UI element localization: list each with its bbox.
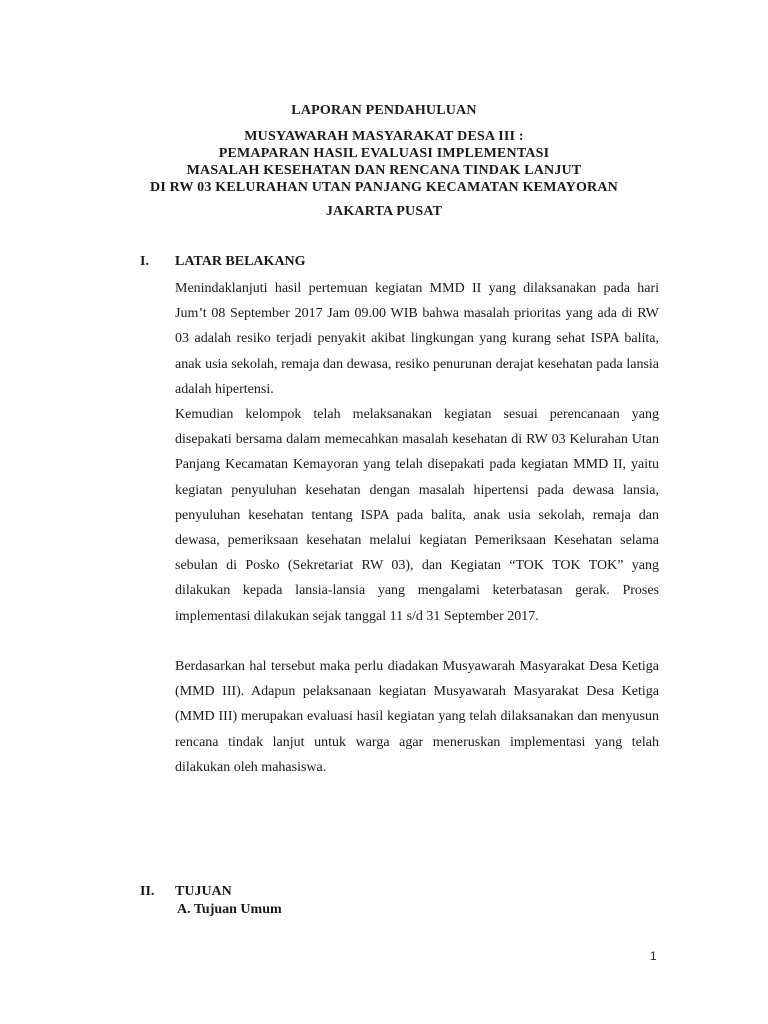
page-number: 1 — [650, 949, 657, 963]
section-heading: LATAR BELAKANG — [175, 254, 306, 269]
section-heading: TUJUAN — [175, 884, 232, 899]
section-number: I. — [140, 254, 149, 269]
title-line-2: MUSYAWARAH MASYARAKAT DESA III : — [244, 129, 524, 144]
paragraph-2: Kemudian kelompok telah melaksanakan kegiatan sesuai perencanaan yang disepakati bersama dalam memecahkan masalah kesehatan di RW 03 Kelurahan Utan Panjang Kecamatan Kemayoran yang telah disepakati pada kegiatan MMD II, yaitu kegiatan penyuluhan kesehatan dengan masalah hipertensi pada dewasa lansia, penyuluhan kesehatan tentang ISPA pada balita, anak usia sekolah, remaja dan dewasa, pemeriksaan kesehatan melalui kegiatan Pemeriksaan Kesehatan selama sebulan di Posko (Sekretariat RW 03), dan Kegiatan “TOK TOK TOK” yang dilakukan kepada lansia-lansia yang mengalami keterbatasan gerak. Proses implementasi dilakukan sejak tanggal 11 s/d 31 September 2017. — [175, 407, 659, 624]
title-line-1: LAPORAN PENDAHULUAN — [291, 103, 477, 118]
paragraph-1: Menindaklanjuti hasil pertemuan kegiatan MMD II yang dilaksanakan pada hari Jum’t 08 September 2017 Jam 09.00 WIB bahwa masalah prioritas yang ada di RW 03 adalah resiko terjadi penyakit akibat lingkungan yang kurang sehat ISPA balita, anak usia sekolah, remaja dan dewasa, resiko penurunan derajat kesehatan pada lansia adalah hipertensi. — [175, 281, 659, 397]
title-line-4: MASALAH KESEHATAN DAN RENCANA TINDAK LANJUT — [186, 163, 582, 178]
title-line-6: JAKARTA PUSAT — [325, 204, 443, 219]
paragraph-3: Berdasarkan hal tersebut maka perlu diadakan Musyawarah Masyarakat Desa Ketiga (MMD III). Adapun pelaksanaan kegiatan Musyawarah Masyarakat Desa Ketiga (MMD III) merupakan evaluasi hasil kegiatan yang telah dilaksanakan dan menyusun rencana tindak lanjut untuk warga agar meneruskan implementasi yang telah dilakukan oleh mahasiswa. — [175, 659, 659, 775]
title-line-3: PEMAPARAN HASIL EVALUASI IMPLEMENTASI — [218, 146, 550, 161]
title-line-5: DI RW 03 KELURAHAN UTAN PANJANG KECAMATAN KEMAYORAN — [150, 180, 618, 195]
section-number: II. — [140, 884, 155, 899]
subsection-heading: A. Tujuan Umum — [177, 902, 282, 917]
